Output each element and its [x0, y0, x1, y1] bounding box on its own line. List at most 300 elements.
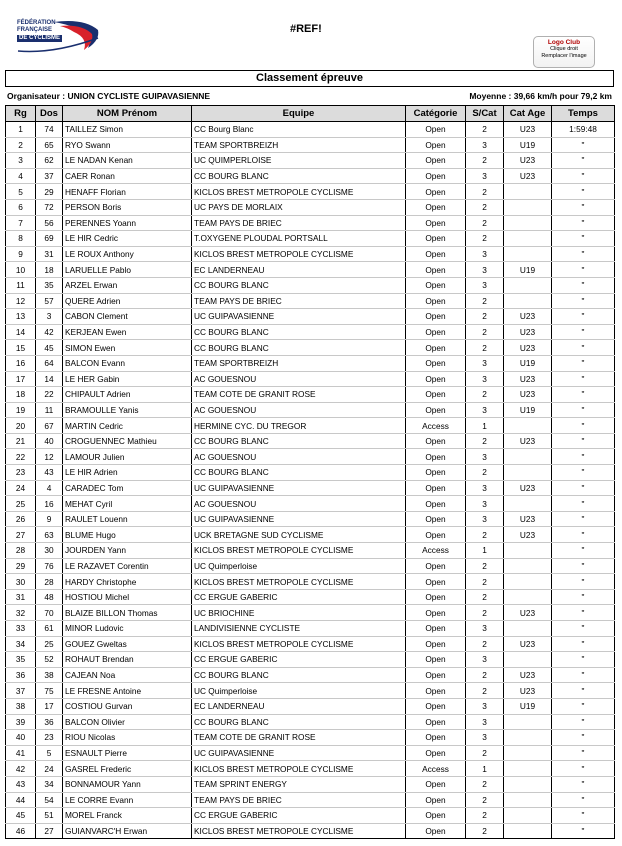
- cell-catage: U23: [504, 667, 552, 683]
- cell-scat: 2: [466, 527, 504, 543]
- cell-equipe: TEAM SPORTBREIZH: [192, 137, 406, 153]
- table-row: [6, 683, 615, 699]
- cell-catage: U23: [504, 527, 552, 543]
- cell-dos: 14: [36, 371, 63, 387]
- cell-equipe: AC GOUESNOU: [192, 496, 406, 512]
- cell-categorie: Open: [406, 199, 466, 215]
- cell-nom: LE CORRE Evann: [63, 792, 192, 808]
- col-header-nom: NOM Prénom: [63, 106, 192, 122]
- cell-equipe: CC BOURG BLANC: [192, 324, 406, 340]
- cell-scat: 1: [466, 418, 504, 434]
- cell-categorie: Open: [406, 589, 466, 605]
- cell-scat: 2: [466, 558, 504, 574]
- cell-equipe: CC BOURG BLANC: [192, 667, 406, 683]
- cell-temps: ": [552, 324, 615, 340]
- cell-temps: ": [552, 652, 615, 668]
- cell-dos: 3: [36, 309, 63, 325]
- cell-catage: [504, 589, 552, 605]
- cell-nom: BALCON Olivier: [63, 714, 192, 730]
- cell-scat: 2: [466, 387, 504, 403]
- cell-rg: 42: [6, 761, 36, 777]
- cell-equipe: UC GUIPAVASIENNE: [192, 511, 406, 527]
- cell-scat: 3: [466, 496, 504, 512]
- cell-categorie: Access: [406, 543, 466, 559]
- cell-categorie: Open: [406, 745, 466, 761]
- cell-equipe: UC Quimperloise: [192, 558, 406, 574]
- table-row: [6, 277, 615, 293]
- table-row: [6, 199, 615, 215]
- cell-temps: ": [552, 745, 615, 761]
- cell-categorie: Open: [406, 574, 466, 590]
- cell-scat: 2: [466, 309, 504, 325]
- cell-scat: 3: [466, 652, 504, 668]
- cell-categorie: Open: [406, 776, 466, 792]
- cell-scat: 2: [466, 745, 504, 761]
- cell-dos: 75: [36, 683, 63, 699]
- cell-dos: 63: [36, 527, 63, 543]
- cell-nom: LE ROUX Anthony: [63, 246, 192, 262]
- cell-catage: [504, 621, 552, 637]
- cell-categorie: Access: [406, 418, 466, 434]
- cell-rg: 19: [6, 402, 36, 418]
- table-row: [6, 122, 615, 138]
- cell-catage: U19: [504, 402, 552, 418]
- table-row: [6, 480, 615, 496]
- results-table: [5, 105, 615, 839]
- cell-rg: 27: [6, 527, 36, 543]
- cell-scat: 2: [466, 776, 504, 792]
- cell-temps: ": [552, 480, 615, 496]
- cell-temps: ": [552, 137, 615, 153]
- cell-temps: ": [552, 262, 615, 278]
- cell-catage: [504, 574, 552, 590]
- cell-dos: 37: [36, 168, 63, 184]
- cell-catage: U23: [504, 168, 552, 184]
- cell-catage: U23: [504, 480, 552, 496]
- cell-temps: ": [552, 776, 615, 792]
- cell-scat: 3: [466, 137, 504, 153]
- cell-scat: 2: [466, 589, 504, 605]
- cell-nom: TAILLEZ Simon: [63, 122, 192, 138]
- cell-equipe: TEAM SPORTBREIZH: [192, 355, 406, 371]
- cell-equipe: TEAM COTE DE GRANIT ROSE: [192, 730, 406, 746]
- cell-scat: 2: [466, 808, 504, 824]
- cell-rg: 36: [6, 667, 36, 683]
- cell-temps: ": [552, 293, 615, 309]
- cell-catage: U23: [504, 387, 552, 403]
- cell-categorie: Open: [406, 246, 466, 262]
- cell-nom: LARUELLE Pablo: [63, 262, 192, 278]
- table-row: [6, 511, 615, 527]
- cell-catage: U23: [504, 122, 552, 138]
- cell-dos: 25: [36, 636, 63, 652]
- table-row: [6, 823, 615, 839]
- cell-dos: 16: [36, 496, 63, 512]
- cell-equipe: CC BOURG BLANC: [192, 277, 406, 293]
- cell-nom: CHIPAULT Adrien: [63, 387, 192, 403]
- cell-temps: ": [552, 246, 615, 262]
- cell-catage: U23: [504, 153, 552, 169]
- cell-nom: HENAFF Florian: [63, 184, 192, 200]
- cell-catage: U23: [504, 371, 552, 387]
- cell-categorie: Open: [406, 496, 466, 512]
- cell-scat: 3: [466, 449, 504, 465]
- cell-dos: 17: [36, 698, 63, 714]
- cell-categorie: Open: [406, 262, 466, 278]
- cell-dos: 31: [36, 246, 63, 262]
- cell-rg: 14: [6, 324, 36, 340]
- cell-temps: ": [552, 309, 615, 325]
- table-row: [6, 262, 615, 278]
- cell-equipe: KICLOS BREST METROPOLE CYCLISME: [192, 761, 406, 777]
- cell-equipe: KICLOS BREST METROPOLE CYCLISME: [192, 823, 406, 839]
- cell-equipe: LANDIVISIENNE CYCLISTE: [192, 621, 406, 637]
- cell-temps: ": [552, 543, 615, 559]
- cell-catage: [504, 246, 552, 262]
- cell-categorie: Open: [406, 683, 466, 699]
- cell-dos: 36: [36, 714, 63, 730]
- cell-rg: 24: [6, 480, 36, 496]
- cell-rg: 40: [6, 730, 36, 746]
- cell-nom: SIMON Ewen: [63, 340, 192, 356]
- table-row: [6, 340, 615, 356]
- cell-equipe: CC BOURG BLANC: [192, 340, 406, 356]
- cell-nom: LE RAZAVET Corentin: [63, 558, 192, 574]
- cell-scat: 2: [466, 215, 504, 231]
- cell-categorie: Open: [406, 808, 466, 824]
- cell-nom: GUIANVARC'H Erwan: [63, 823, 192, 839]
- logo-line-1: FÉDÉRATION: [17, 20, 56, 26]
- cell-catage: [504, 652, 552, 668]
- cell-temps: ": [552, 730, 615, 746]
- cell-dos: 29: [36, 184, 63, 200]
- cell-dos: 40: [36, 433, 63, 449]
- cell-scat: 2: [466, 683, 504, 699]
- cell-rg: 8: [6, 231, 36, 247]
- cell-equipe: TEAM PAYS DE BRIEC: [192, 792, 406, 808]
- logo-club-placeholder[interactable]: [533, 36, 595, 68]
- cell-temps: ": [552, 605, 615, 621]
- cell-equipe: CC Bourg Blanc: [192, 122, 406, 138]
- cell-dos: 65: [36, 137, 63, 153]
- cell-categorie: Open: [406, 184, 466, 200]
- cell-categorie: Open: [406, 122, 466, 138]
- cell-scat: 3: [466, 246, 504, 262]
- cell-nom: GASREL Frederic: [63, 761, 192, 777]
- cell-categorie: Open: [406, 215, 466, 231]
- cell-scat: 2: [466, 605, 504, 621]
- cell-dos: 57: [36, 293, 63, 309]
- cell-rg: 10: [6, 262, 36, 278]
- cell-equipe: UC BRIOCHINE: [192, 605, 406, 621]
- cell-catage: U23: [504, 683, 552, 699]
- table-row: [6, 465, 615, 481]
- table-header-row: [6, 106, 615, 122]
- cell-categorie: Open: [406, 153, 466, 169]
- cell-rg: 38: [6, 698, 36, 714]
- cell-catage: U19: [504, 262, 552, 278]
- cell-nom: CARADEC Tom: [63, 480, 192, 496]
- cell-temps: ": [552, 215, 615, 231]
- cell-categorie: Open: [406, 231, 466, 247]
- cell-nom: HARDY Christophe: [63, 574, 192, 590]
- cell-rg: 12: [6, 293, 36, 309]
- cell-nom: RYO Swann: [63, 137, 192, 153]
- cell-dos: 61: [36, 621, 63, 637]
- table-row: [6, 543, 615, 559]
- cell-temps: ": [552, 355, 615, 371]
- cell-dos: 42: [36, 324, 63, 340]
- cell-nom: BRAMOULLE Yanis: [63, 402, 192, 418]
- cell-nom: LE NADAN Kenan: [63, 153, 192, 169]
- cell-dos: 52: [36, 652, 63, 668]
- cell-rg: 20: [6, 418, 36, 434]
- cell-categorie: Open: [406, 449, 466, 465]
- cell-rg: 23: [6, 465, 36, 481]
- cell-catage: [504, 792, 552, 808]
- cell-equipe: EC LANDERNEAU: [192, 698, 406, 714]
- table-row: [6, 137, 615, 153]
- col-header-categorie: Catégorie: [406, 106, 466, 122]
- cell-rg: 26: [6, 511, 36, 527]
- cell-dos: 34: [36, 776, 63, 792]
- cell-temps: ": [552, 808, 615, 824]
- cell-rg: 3: [6, 153, 36, 169]
- cell-categorie: Open: [406, 402, 466, 418]
- cell-catage: [504, 823, 552, 839]
- cell-dos: 18: [36, 262, 63, 278]
- cell-nom: CAER Ronan: [63, 168, 192, 184]
- cell-scat: 3: [466, 168, 504, 184]
- cell-dos: 5: [36, 745, 63, 761]
- table-row: [6, 621, 615, 637]
- cell-rg: 2: [6, 137, 36, 153]
- page-title: Classement épreuve: [5, 70, 614, 87]
- cell-equipe: UC GUIPAVASIENNE: [192, 745, 406, 761]
- cell-categorie: Open: [406, 605, 466, 621]
- table-row: [6, 730, 615, 746]
- cell-categorie: Open: [406, 387, 466, 403]
- cell-temps: ": [552, 667, 615, 683]
- table-row: [6, 231, 615, 247]
- cell-equipe: CC BOURG BLANC: [192, 714, 406, 730]
- table-row: [6, 636, 615, 652]
- table-row: [6, 371, 615, 387]
- cell-catage: [504, 277, 552, 293]
- cell-catage: [504, 808, 552, 824]
- cell-temps: ": [552, 698, 615, 714]
- cell-temps: ": [552, 277, 615, 293]
- cell-dos: 56: [36, 215, 63, 231]
- cell-temps: ": [552, 168, 615, 184]
- cell-catage: U23: [504, 309, 552, 325]
- cell-categorie: Open: [406, 730, 466, 746]
- cell-nom: MEHAT Cyril: [63, 496, 192, 512]
- cell-rg: 46: [6, 823, 36, 839]
- cell-catage: [504, 714, 552, 730]
- cell-equipe: UC QUIMPERLOISE: [192, 153, 406, 169]
- col-header-rg: Rg: [6, 106, 36, 122]
- cell-rg: 39: [6, 714, 36, 730]
- cell-nom: BONNAMOUR Yann: [63, 776, 192, 792]
- cell-temps: ": [552, 683, 615, 699]
- cell-scat: 3: [466, 402, 504, 418]
- cell-catage: [504, 730, 552, 746]
- cell-rg: 18: [6, 387, 36, 403]
- cell-equipe: KICLOS BREST METROPOLE CYCLISME: [192, 246, 406, 262]
- cell-equipe: UC GUIPAVASIENNE: [192, 309, 406, 325]
- cell-equipe: CC BOURG BLANC: [192, 433, 406, 449]
- cell-temps: ": [552, 761, 615, 777]
- table-row: [6, 215, 615, 231]
- cell-dos: 69: [36, 231, 63, 247]
- cell-rg: 45: [6, 808, 36, 824]
- cell-dos: 30: [36, 543, 63, 559]
- table-row: [6, 355, 615, 371]
- cell-equipe: AC GOUESNOU: [192, 371, 406, 387]
- table-row: [6, 698, 615, 714]
- table-row: [6, 309, 615, 325]
- logo-line-2: FRANÇAISE: [17, 27, 53, 33]
- cell-categorie: Open: [406, 309, 466, 325]
- cell-equipe: CC ERGUE GABERIC: [192, 589, 406, 605]
- cell-temps: ": [552, 387, 615, 403]
- cell-equipe: HERMINE CYC. DU TREGOR: [192, 418, 406, 434]
- cell-categorie: Open: [406, 168, 466, 184]
- table-row: [6, 714, 615, 730]
- cell-temps: ": [552, 621, 615, 637]
- cell-rg: 4: [6, 168, 36, 184]
- cell-catage: U23: [504, 636, 552, 652]
- cell-catage: [504, 199, 552, 215]
- ffc-logo: [14, 18, 100, 54]
- cell-equipe: TEAM PAYS DE BRIEC: [192, 293, 406, 309]
- cell-scat: 3: [466, 698, 504, 714]
- cell-categorie: Open: [406, 511, 466, 527]
- cell-equipe: T.OXYGENE PLOUDAL PORTSALL: [192, 231, 406, 247]
- ffc-logo-text: [17, 20, 62, 42]
- cell-categorie: Open: [406, 714, 466, 730]
- cell-nom: LAMOUR Julien: [63, 449, 192, 465]
- cell-scat: 3: [466, 371, 504, 387]
- cell-catage: [504, 745, 552, 761]
- cell-rg: 30: [6, 574, 36, 590]
- cell-catage: [504, 761, 552, 777]
- cell-scat: 2: [466, 823, 504, 839]
- cell-nom: KERJEAN Ewen: [63, 324, 192, 340]
- cell-equipe: EC LANDERNEAU: [192, 262, 406, 278]
- cell-categorie: Open: [406, 636, 466, 652]
- cell-categorie: Open: [406, 293, 466, 309]
- cell-categorie: Open: [406, 480, 466, 496]
- cell-scat: 2: [466, 574, 504, 590]
- cell-nom: COSTIOU Gurvan: [63, 698, 192, 714]
- cell-rg: 34: [6, 636, 36, 652]
- table-row: [6, 761, 615, 777]
- cell-nom: HOSTIOU Michel: [63, 589, 192, 605]
- cell-rg: 44: [6, 792, 36, 808]
- cell-equipe: AC GOUESNOU: [192, 449, 406, 465]
- cell-categorie: Open: [406, 527, 466, 543]
- moyenne-label: Moyenne : 39,66 km/h pour 79,2 km: [469, 91, 612, 101]
- cell-scat: 1: [466, 761, 504, 777]
- cell-scat: 3: [466, 511, 504, 527]
- cell-dos: 35: [36, 277, 63, 293]
- cell-nom: ROHAUT Brendan: [63, 652, 192, 668]
- cell-catage: U23: [504, 605, 552, 621]
- cell-rg: 41: [6, 745, 36, 761]
- cell-temps: ": [552, 184, 615, 200]
- logo-line-3: DE CYCLISME: [19, 35, 61, 41]
- cell-categorie: Open: [406, 371, 466, 387]
- cell-nom: CROGUENNEC Mathieu: [63, 433, 192, 449]
- cell-rg: 37: [6, 683, 36, 699]
- logo-club-title: Logo Club: [547, 39, 581, 46]
- cell-nom: GOUEZ Gweltas: [63, 636, 192, 652]
- cell-scat: 2: [466, 324, 504, 340]
- cell-catage: [504, 558, 552, 574]
- cell-temps: ": [552, 402, 615, 418]
- cell-temps: ": [552, 823, 615, 839]
- cell-dos: 67: [36, 418, 63, 434]
- cell-scat: 3: [466, 714, 504, 730]
- cell-rg: 15: [6, 340, 36, 356]
- cell-dos: 23: [36, 730, 63, 746]
- cell-equipe: UC Quimperloise: [192, 683, 406, 699]
- cell-scat: 2: [466, 293, 504, 309]
- cell-temps: ": [552, 340, 615, 356]
- cell-nom: BALCON Evann: [63, 355, 192, 371]
- cell-dos: 43: [36, 465, 63, 481]
- cell-categorie: Open: [406, 558, 466, 574]
- cell-nom: ESNAULT Pierre: [63, 745, 192, 761]
- cell-categorie: Open: [406, 667, 466, 683]
- cell-equipe: KICLOS BREST METROPOLE CYCLISME: [192, 636, 406, 652]
- table-row: [6, 324, 615, 340]
- cell-nom: MARTIN Cedric: [63, 418, 192, 434]
- cell-dos: 70: [36, 605, 63, 621]
- col-header-equipe: Equipe: [192, 106, 406, 122]
- cell-scat: 2: [466, 199, 504, 215]
- cell-nom: MINOR Ludovic: [63, 621, 192, 637]
- cell-dos: 11: [36, 402, 63, 418]
- col-header-scat: S/Cat: [466, 106, 504, 122]
- table-row: [6, 496, 615, 512]
- logo-club-hint-1: Clique droit: [550, 46, 578, 52]
- cell-scat: 3: [466, 480, 504, 496]
- cell-dos: 22: [36, 387, 63, 403]
- cell-temps: ": [552, 589, 615, 605]
- cell-dos: 12: [36, 449, 63, 465]
- cell-scat: 2: [466, 184, 504, 200]
- cell-categorie: Open: [406, 433, 466, 449]
- table-row: [6, 402, 615, 418]
- cell-rg: 5: [6, 184, 36, 200]
- cell-scat: 2: [466, 636, 504, 652]
- cell-rg: 33: [6, 621, 36, 637]
- cell-rg: 29: [6, 558, 36, 574]
- cell-temps: ": [552, 574, 615, 590]
- cell-dos: 54: [36, 792, 63, 808]
- cell-categorie: Open: [406, 137, 466, 153]
- cell-rg: 6: [6, 199, 36, 215]
- cell-temps: ": [552, 527, 615, 543]
- cell-temps: ": [552, 371, 615, 387]
- table-row: [6, 433, 615, 449]
- cell-temps: ": [552, 558, 615, 574]
- cell-catage: [504, 465, 552, 481]
- cell-equipe: UC GUIPAVASIENNE: [192, 480, 406, 496]
